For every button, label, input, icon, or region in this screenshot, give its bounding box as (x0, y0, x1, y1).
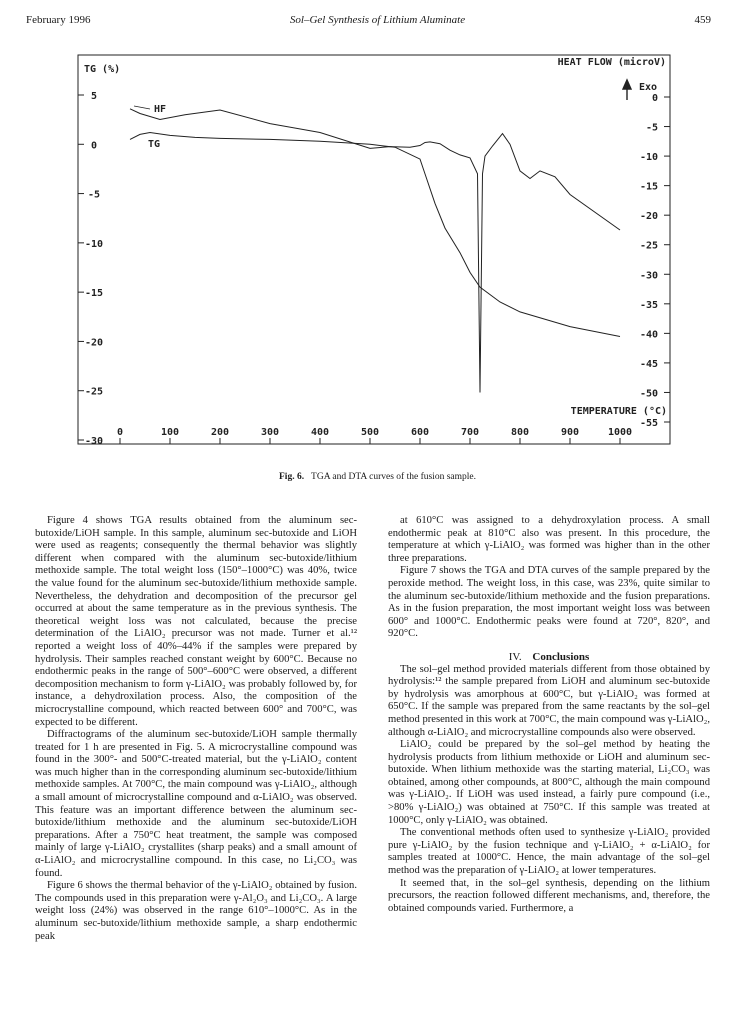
right-tick-label: -35 (639, 299, 658, 311)
exo-arrow-icon (623, 80, 631, 100)
right-tick-label: -40 (639, 329, 658, 341)
right-tick-label: -5 (645, 122, 658, 134)
x-axis-title: TEMPERATURE (°C) (570, 406, 667, 417)
right-tick-label: -55 (639, 418, 658, 429)
right-tick-label: -50 (639, 388, 658, 400)
caption-text: TGA and DTA curves of the fusion sample. (311, 472, 476, 482)
paragraph: Figure 7 shows the TGA and DTA curves of the sample prepared by the peroxide method. The weight loss, in this case, was 23%, quite similar to the aluminum sec-butoxide/lithium methoxide and the fusion preparations. As in the fusion preparation, the most important weight loss was between 600° and 1000°C. Endothermic peaks were found at 720°, 820°, and 920°C. (388, 565, 710, 640)
hf-curve-label: HF (154, 104, 167, 115)
x-tick-label: 1000 (607, 427, 633, 438)
left-tick-label: -10 (84, 238, 104, 250)
paragraph: Figure 6 shows the thermal behavior of the γ-LiAlO₂ obtained by fusion. The compounds used in this preparation were γ-Al₂O₃ and Li₂CO₃. A large weight loss (24%) was observed in the range 610°–1000°C. As in the aluminum sec-butoxide/lithium methoxide sample, a sharp endothermic peak (35, 880, 357, 942)
paragraph: The conventional methods often used to synthesize γ-LiAlO₂ provided pure γ-LiAlO₂ by the fusion technique and γ-LiAlO₂ + α-LiAlO₂ for samples treated at 1000°C. Hence, the main advantage of the sol–gel method was the preparation of γ-LiAlO₂ at lower temperatures. (388, 827, 710, 877)
right-tick-label: -15 (639, 181, 658, 193)
paragraph: Figure 4 shows TGA results obtained from the aluminum sec-butoxide/LiOH sample. In this sample, aluminum sec-butoxide and LiOH were used as reagents; consequently the thermal behavior was slightly different when compared with the aluminum sec-butoxide/lithium methoxide sample. The total weight loss (150°–1000°C) was 40%, twice the value found for the aluminum sec-butoxide/lithium methoxide sample. Nevertheless, the dehydration and decomposition of the precursor gel occurred at about the same temperature as in the previous synthesis. The theoretical weight loss was not calculated, because the precise determination of the LiAlO₂ precursor was not made. Turner et al.¹² reported a weight loss of 40%–44% if the samples were prepared by hydrolysis. Their samples reached constant weight by 600°C. Because no endothermic peaks in the range of 500°–600°C were observed, a different decomposition mechanism to form γ-LiAlO₂ was probably followed by, for instance, a dehydroxilation process. Also, the composition of the microcrystalline compound, which reacted between 600° and 700°C, was expected to be different. (35, 515, 357, 728)
x-tick-label: 800 (510, 427, 530, 438)
section-number: IV. (508, 650, 522, 663)
section-heading (388, 651, 710, 664)
left-tick-label: -25 (84, 386, 104, 398)
left-tick-label: 5 (90, 91, 98, 102)
x-tick-label: 600 (410, 427, 430, 438)
right-tick-label: -25 (639, 240, 658, 252)
right-column (388, 515, 710, 915)
x-tick-label: 500 (360, 427, 380, 438)
right-tick-label: -30 (639, 270, 658, 282)
left-tick-label: -20 (84, 337, 104, 349)
right-tick-label: -10 (639, 152, 658, 164)
running-header-title: Sol–Gel Synthesis of Lithium Aluminate (289, 14, 466, 26)
paragraph: Diffractograms of the aluminum sec-butoxide/LiOH sample thermally treated for 1 h are presented in Fig. 5. A microcrystalline compound was found in the 300°- and 500°C-treated material, but the γ-LiAlO₂ content was much higher than in the corresponding aluminum sec-butoxide/lithium methoxide samples. At 700°C, the main compound was γ-LiAlO₂, although a small amount of microcrystalline compound and α-LiAlO₂ was observed. This feature was an important difference between the aluminum sec-butoxide/lithium methoxide and the aluminum sec-butoxide/LiOH preparations. After a 750°C heat treatment, the sample was composed mainly of large γ-LiAlO₂ crystallites (sharp peaks) and a small amount of α-LiAlO₂ and microcrystalline compound. In this case, no Li₂CO₃ was found. (35, 729, 357, 879)
figure-caption (0, 472, 755, 482)
left-tick-label: -30 (84, 436, 104, 447)
x-tick-label: 700 (460, 427, 480, 438)
x-tick-label: 100 (160, 427, 180, 438)
page-number: 459 (694, 14, 711, 26)
section-title: Conclusions (532, 650, 590, 663)
running-header-date: February 1996 (26, 14, 91, 26)
right-tick-label: -45 (639, 358, 658, 370)
right-tick-label: -20 (639, 211, 658, 223)
hf-series-line (130, 109, 620, 393)
left-tick-label: -5 (87, 189, 101, 201)
left-column (35, 515, 357, 943)
paragraph: The sol–gel method provided materials different from those obtained by hydrolysis:¹² the sample prepared from LiOH and aluminum sec-butoxide by hydrolysis was amorphous at 600°C, but γ-LiAlO₂ was formed at 650°C. If the sample was prepared from the same reactants by the sol–gel method presented in this work at 700°C, the main compound was γ-LiAlO₂, although α-LiAlO₂ and microcrystalline compounds also were observed. (388, 663, 710, 738)
x-tick-label: 300 (260, 427, 280, 438)
paragraph: LiAlO₂ could be prepared by the sol–gel method by heating the hydrolysis products from lithium methoxide or LiOH and aluminum sec-butoxide. When lithium methoxide was the starting material, Li₂CO₃ was obtained, among other compounds, at 800°C, although the main compound was γ-LiAlO₂. If LiOH was used instead, a fairly pure compound (i.e., >80% γ-LiAlO₂) was obtained at 750°C. If this sample was treated at 1000°C, only γ-LiAlO₂ was obtained. (388, 739, 710, 826)
tga-dta-figure (70, 48, 680, 458)
paragraph: It seemed that, in the sol–gel synthesis, depending on the lithium precursors, the reaction followed different mechanisms, and, therefore, the obtained compounds varied. Furthermore, a (388, 877, 710, 914)
exo-label: Exo (638, 82, 657, 93)
left-tick-label: 0 (90, 140, 98, 152)
paragraph: at 610°C was assigned to a dehydroxylation process. A small endothermic peak at 810°C also was present. In this procedure, the temperature at which γ-LiAlO₂ was formed was higher than in the other three preparations. (388, 515, 710, 564)
x-tick-label: 0 (116, 427, 124, 438)
x-tick-label: 200 (210, 427, 230, 438)
right-axis-title: HEAT FLOW (microV) (557, 57, 666, 68)
right-axis-ticks (640, 93, 670, 429)
plot-frame (78, 55, 670, 444)
x-tick-label: 400 (310, 427, 330, 438)
left-tick-label: -15 (84, 288, 104, 300)
left-axis-ticks (78, 91, 103, 447)
right-tick-label: 0 (651, 93, 658, 104)
x-axis-ticks (117, 427, 632, 444)
hf-label-leader (134, 106, 150, 109)
tg-curve-label: TG (148, 139, 161, 150)
x-tick-label: 900 (560, 427, 580, 438)
caption-label: Fig. 6. (279, 472, 305, 482)
tg-series-line (130, 133, 620, 337)
left-axis-title: TG (%) (84, 64, 121, 75)
